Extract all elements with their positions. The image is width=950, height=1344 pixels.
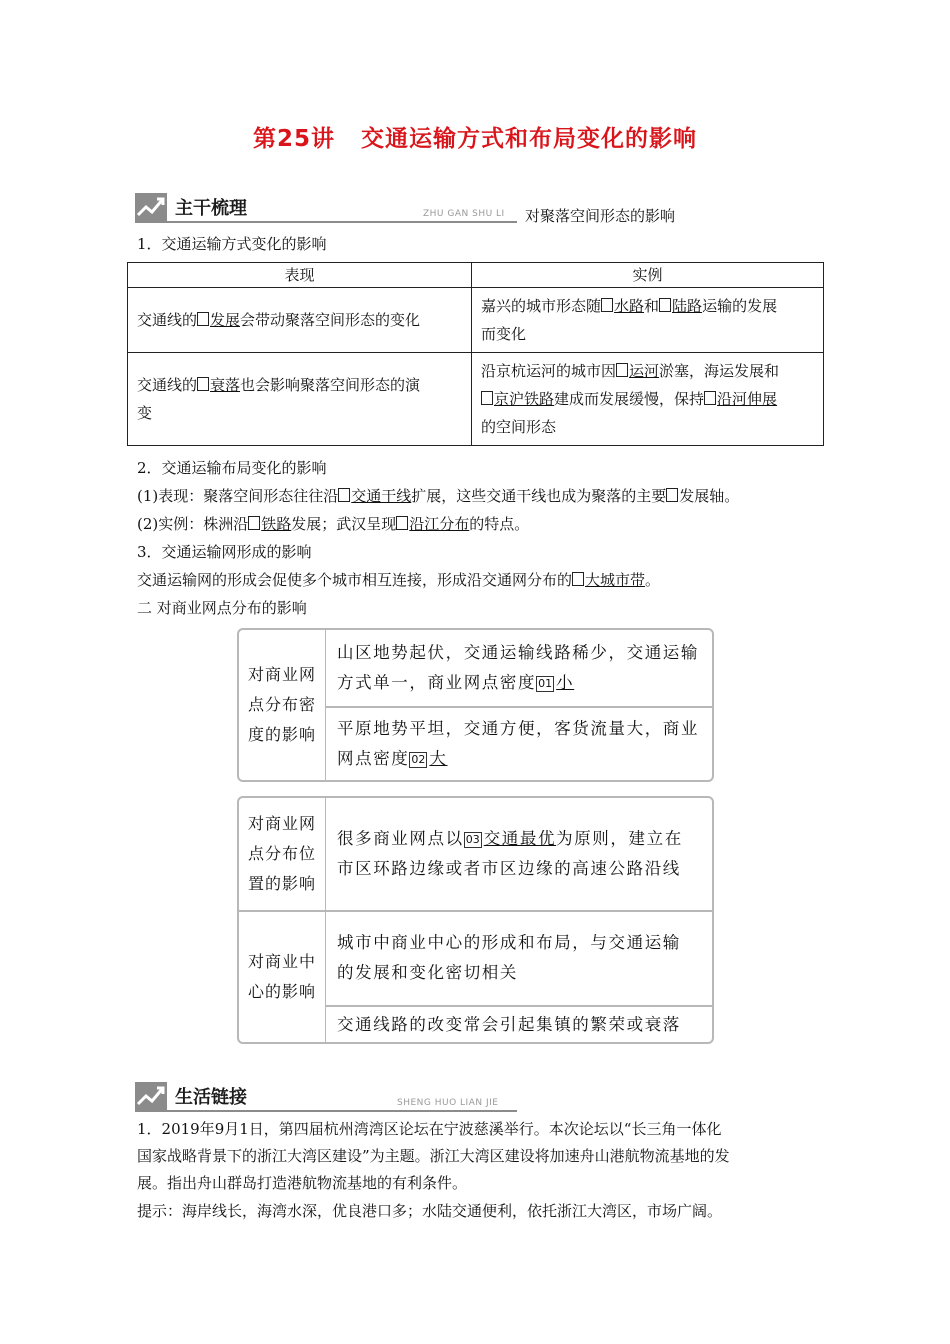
blank-box-icon — [248, 516, 260, 530]
chart-trend-icon — [135, 193, 167, 221]
card-divider — [326, 1005, 712, 1007]
transport-impact-table — [127, 262, 824, 446]
table-header-cell: 表现 — [128, 263, 472, 288]
page-title — [0, 120, 950, 153]
section-label: 主干梳理 — [175, 198, 247, 219]
blank-box-icon — [197, 312, 209, 326]
blank-box-icon — [572, 572, 584, 586]
table-cell: 交通线的 衰落也会影响聚落空间形态的演 变 — [128, 353, 472, 446]
item2-line2: (2)实例：株洲沿 铁路发展；武汉呈现 沿江分布的特点。 — [137, 515, 530, 533]
life-question-line: 国家战略背景下的浙江大湾区建设”为主题。浙江大湾区建设将加速舟山港航物流基地的发 — [137, 1147, 730, 1165]
card-cell-center: 城市中商业中心的形成和布局，与交通运输 的发展和变化密切相关 — [337, 933, 681, 982]
item1-heading: 1．交通运输方式变化的影响 — [137, 235, 327, 253]
blank-box-icon — [704, 391, 716, 405]
table-cell: 沿京杭运河的城市因 运河淤塞，海运发展和 京沪铁路建成而发展缓慢，保持 沿河伸展 的空间形态 — [472, 353, 824, 446]
blank-box-icon — [481, 391, 493, 405]
card-cell-mountain: 山区地势起伏，交通运输线路稀少，交通运输 方式单一，商业网点密度 01 小 — [337, 643, 699, 692]
item2-line1: (1)表现：聚落空间形态往往沿 交通干线扩展，这些交通干线也成为聚落的主要 发展轴。 — [137, 487, 740, 505]
section-header-life — [135, 1082, 525, 1112]
card-cell-location: 很多商业网点以 03 交通最优为原则，建立在 市区环路边缘或者市区边缘的高速公路沿线 — [337, 829, 683, 878]
card-divider — [326, 706, 712, 708]
chart-trend-icon — [135, 1082, 167, 1110]
table-row — [128, 288, 824, 353]
card-cell-change: 交通线路的改变常会引起集镇的繁荣或衰落 — [337, 1015, 681, 1034]
table-cell: 交通线的 发展会带动聚落空间形态的变化 — [128, 288, 472, 353]
blank-box-icon — [666, 488, 678, 502]
blank-box-icon — [197, 377, 209, 391]
blank-box-icon — [659, 298, 671, 312]
commerce-density-card — [237, 628, 714, 782]
section-pinyin: SHENG HUO LIAN JIE — [397, 1098, 499, 1108]
blank-box-icon — [616, 363, 628, 377]
section-underline — [135, 221, 517, 223]
card-left-label: 对商业网 点分布位 置的影响 — [239, 798, 326, 910]
blank-box-icon — [396, 516, 408, 530]
life-question-line: 展。指出舟山群岛打造港航物流基地的有利条件。 — [137, 1174, 468, 1192]
life-question-line: 1．2019年9月1日，第四届杭州湾湾区论坛在宁波慈溪举行。本次论坛以“长三角一体化 — [137, 1120, 722, 1138]
item2-heading: 2．交通运输布局变化的影响 — [137, 459, 327, 477]
table-row — [128, 353, 824, 446]
section-header-main — [135, 193, 525, 223]
section-two-heading: 二 对商业网点分布的影响 — [137, 599, 307, 617]
lecture-number: 第25讲 — [252, 126, 335, 152]
table-cell: 嘉兴的城市形态随 水路和 陆路运输的发展 而变化 — [472, 288, 824, 353]
commerce-location-card — [237, 796, 714, 1044]
table-header-row — [128, 263, 824, 288]
section-pinyin: ZHU GAN SHU LI — [423, 209, 505, 219]
section-label: 生活链接 — [175, 1087, 247, 1108]
blank-box-icon — [601, 298, 613, 312]
item3-line: 交通运输网的形成会促使多个城市相互连接，形成沿交通网分布的 大城市带。 — [137, 571, 661, 589]
item3-heading: 3．交通运输网形成的影响 — [137, 543, 312, 561]
card-left-label: 对商业网 点分布密 度的影响 — [239, 630, 326, 780]
blank-box-icon — [338, 488, 350, 502]
card-cell-plain: 平原地势平坦，交通方便，客货流量大，商业 网点密度 02 大 — [337, 719, 699, 768]
section-underline — [135, 1110, 517, 1112]
lecture-topic: 交通运输方式和布局变化的影响 — [361, 126, 697, 152]
life-hint-line: 提示：海岸线长，海湾水深，优良港口多；水陆交通便利，依托浙江大湾区，市场广阔。 — [137, 1202, 723, 1220]
table-header-cell: 实例 — [472, 263, 824, 288]
section1-trailing-text: 对聚落空间形态的影响 — [525, 207, 676, 225]
card-left-label: 对商业中 心的影响 — [239, 911, 326, 1042]
